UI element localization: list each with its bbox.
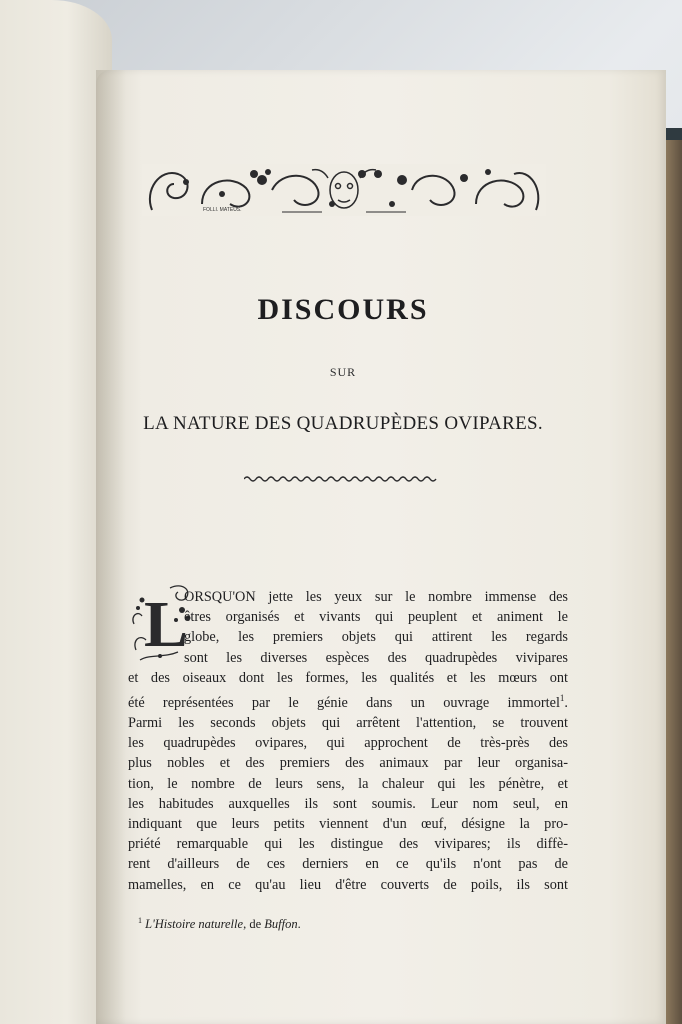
footnote — [138, 916, 538, 932]
page-title: DISCOURS — [257, 293, 429, 326]
text-line: mamelles, en ce qu'au lieu d'être couverts de poils, ils sont — [128, 876, 568, 893]
text-line: rent d'ailleurs de ces derniers en ce qu'ils n'ont pas de — [128, 856, 568, 873]
text-line: globe, les premiers objets qui attirent les regards — [184, 629, 568, 646]
text-line: ORSQU'ON jette les yeux sur le nombre immense des — [184, 589, 568, 605]
text-line: êtres organisés et vivants qui peuplent et animent le — [184, 609, 568, 626]
page-subtitle: LA NATURE DES QUADRUPÈDES OVIPARES. — [143, 413, 543, 434]
gutter-shadow — [96, 70, 126, 1024]
wavy-divider — [244, 474, 438, 484]
text-line: indiquant que leurs petits viennent d'un œuf, désigne la pro- — [128, 816, 568, 832]
text-line: Parmi les seconds objets qui arrêtent l'attention, se trouvent — [128, 714, 568, 731]
footnote-reference: 1 — [559, 693, 565, 704]
text-line: les habitudes auxquelles ils sont soumis. Leur nom seul, en — [128, 795, 568, 812]
body-text — [128, 587, 568, 895]
text-line: été représentées par le génie dans un ouvrage immortel$^1$. — [128, 693, 568, 711]
footnote-marker: 1 — [138, 916, 142, 925]
footnote-title: L'Histoire naturelle — [145, 917, 244, 932]
text-line: tion, le nombre de leurs sens, la chaleur qui les pénètre, et — [128, 775, 568, 792]
text-line: priété remarquable qui les distingue des vivipares; ils diffè- — [128, 836, 568, 853]
text-line: sont les diverses espèces des quadrupèdes vivipares — [184, 649, 568, 666]
title-connector: SUR — [329, 365, 357, 379]
text-line: les quadrupèdes ovipares, qui approchent de très-près des — [128, 735, 568, 752]
footnote-author: Buffon — [264, 917, 298, 932]
footnote-end: . — [297, 917, 301, 932]
text-line: et des oiseaux dont les formes, les qualités et les mœurs ont — [128, 669, 568, 686]
text-line: plus nobles et des premiers des animaux par leur organisa- — [128, 755, 568, 772]
drop-cap-letter: L — [144, 588, 189, 661]
footnote-separator: , de — [243, 917, 265, 932]
ornament-signature: FOLLI. MATEUS. — [203, 207, 242, 213]
